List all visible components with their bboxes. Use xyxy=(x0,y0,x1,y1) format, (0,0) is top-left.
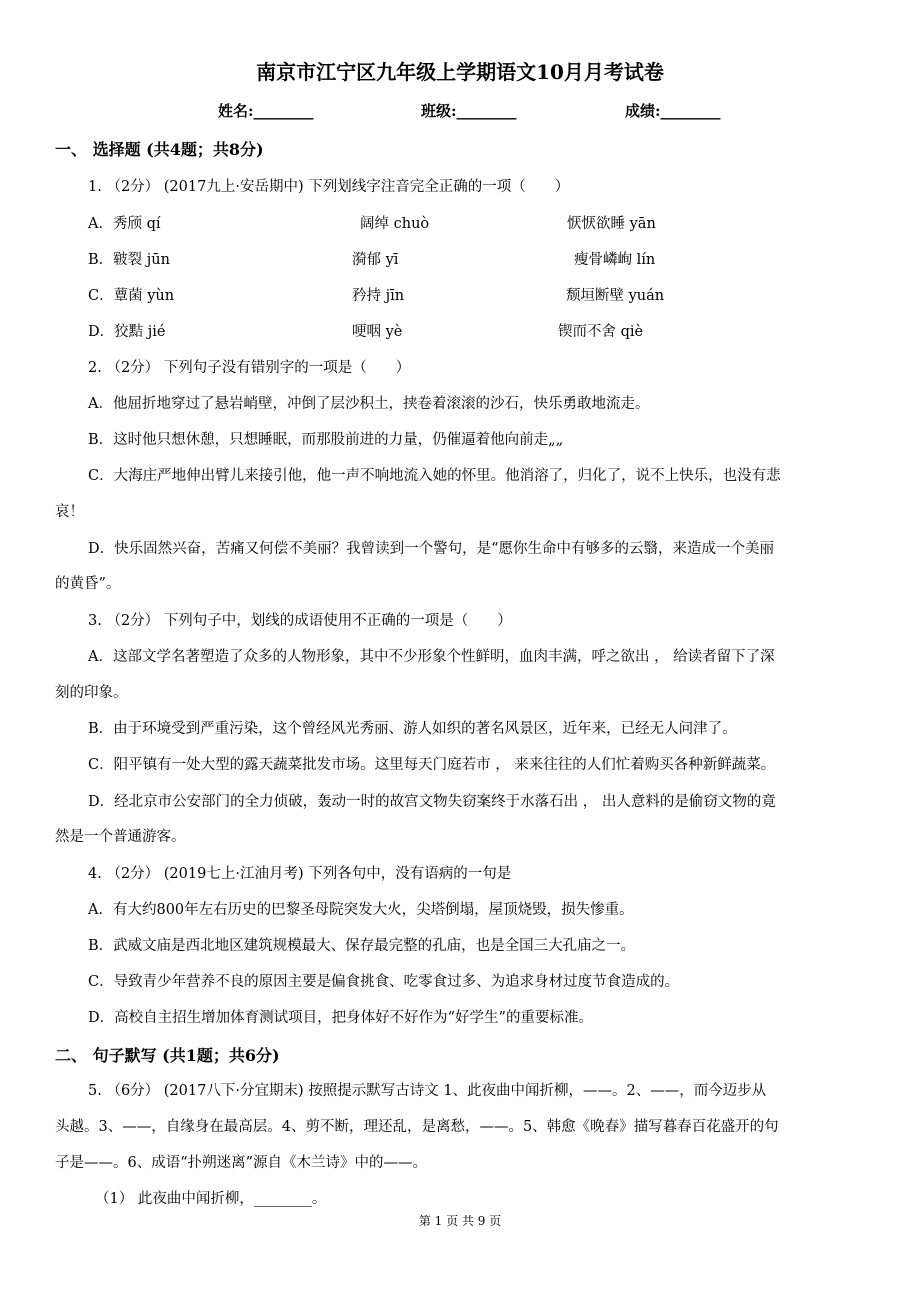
q1-option-c-word2: 矜持 jīn xyxy=(352,288,405,304)
score-field: 成绩:________ xyxy=(625,102,721,120)
q1-option-d: D．狡黠 jié xyxy=(88,324,166,340)
class-field: 班级:________ xyxy=(421,102,517,120)
q1-option-b-word2: 漪郁 yī xyxy=(352,252,399,268)
q1-option-d-word2: 哽咽 yè xyxy=(352,324,403,340)
q3-option-a: A．这部文学名著塑造了众多的人物形象，其中不少形象个性鲜明，血肉丰满，呼之欲出 ， 给读者留下了深 xyxy=(88,649,775,665)
q1-option-d-word3: 锲而不舍 qiè xyxy=(558,324,644,340)
q1-option-a-word3: 恹恹欲睡 yān xyxy=(567,216,656,232)
q3-option-b: B．由于环境受到严重污染，这个曾经风光秀丽、游人如织的著名风景区，近年来，已经无人问津了。 xyxy=(88,721,737,737)
q5-stem-line1: 5. （6分） (2017八下·分宜期末) 按照提示默写古诗文 1、此夜曲中闻折柳，——。2、——，而今迈步从 xyxy=(88,1083,767,1099)
page-title: 南京市江宁区九年级上学期语文10月月考试卷 xyxy=(256,60,664,84)
q1-option-c: C．蕈菌 yùn xyxy=(88,288,175,304)
q3-option-a-cont: 刻的印象。 xyxy=(55,685,128,701)
q3-option-c: C．阳平镇有一处大型的露天蔬菜批发市场。这里每天门庭若市 ， 来来往往的人们忙着购买各种新鲜蔬菜。 xyxy=(88,757,776,773)
q2-option-b: B．这时他只想休憩，只想睡眠，而那股前进的力量，仍催逼着他向前走„„ xyxy=(88,432,564,448)
q4-option-c: C．导致青少年营养不良的原因主要是偏食挑食、吃零食过多、为追求身材过度节食造成的。 xyxy=(88,974,680,990)
q2-option-c: C．大海庄严地伸出臂儿来接引他，他一声不响地流入她的怀里。他消溶了，归化了，说不上快乐，也没有悲 xyxy=(88,468,781,484)
q4-option-b: B．武威文庙是西北地区建筑规模最大、保存最完整的孔庙，也是全国三大孔庙之一。 xyxy=(88,938,636,954)
name-field: 姓名:________ xyxy=(218,102,314,120)
page-footer: 第 1 页 共 9 页 xyxy=(418,1214,502,1228)
q1-stem: 1. （2分） (2017九上·安岳期中) 下列划线字注音完全正确的一项（ ） xyxy=(88,179,570,195)
q2-option-d-cont: 的黄昏”。 xyxy=(55,576,121,592)
q5-stem-line3: 子是——。6、成语“扑朔迷离”源自《木兰诗》中的——。 xyxy=(55,1155,428,1171)
q5-subquestion-1: （1） 此夜曲中闻折柳，________。 xyxy=(95,1191,327,1207)
q4-option-d: D．高校自主招生增加体育测试项目，把身体好不好作为“好学生”的重要标准。 xyxy=(88,1010,593,1026)
q2-stem: 2. （2分） 下列句子没有错别字的一项是（ ） xyxy=(88,360,411,376)
q1-option-b: B．皲裂 jūn xyxy=(88,252,170,268)
q5-stem-line2: 头越。3、——，自缘身在最高层。4、剪不断，理还乱，是离愁，——。5、韩愈《晚春》描写暮春百花盛开的句 xyxy=(55,1119,779,1135)
q2-option-a: A．他屈折地穿过了悬岩峭壁，冲倒了层沙积土，挟卷着滚滚的沙石，快乐勇敢地流走。 xyxy=(88,396,650,412)
q1-option-a-word2: 阔绰 chuò xyxy=(360,216,430,232)
q4-stem: 4. （2分） (2019七上·江油月考) 下列各句中，没有语病的一句是 xyxy=(88,866,512,882)
q3-option-d: D．经北京市公安部门的全力侦破，轰动一时的故宫文物失窃案终于水落石出 ， 出人意料的是偷窃文物的竟 xyxy=(88,794,776,810)
q4-option-a: A．有大约800年左右历史的巴黎圣母院突发大火，尖塔倒塌，屋顶烧毁，损失惨重。 xyxy=(88,902,634,918)
q1-option-a: A．秀颀 qí xyxy=(88,216,161,232)
section-heading-1: 一、 选择题 (共4题；共8分) xyxy=(55,140,264,159)
section-heading-2: 二、 句子默写 (共1题；共6分) xyxy=(55,1046,280,1065)
q2-option-d: D．快乐固然兴奋，苦痛又何偿不美丽？我曾读到一个警句，是“愿你生命中有够多的云翳，来造成一个美丽 xyxy=(88,541,775,557)
q3-stem: 3. （2分） 下列句子中，划线的成语使用不正确的一项是（ ） xyxy=(88,613,512,629)
q1-option-b-word3: 瘦骨嶙峋 lín xyxy=(574,252,656,268)
q2-option-c-cont: 哀！ xyxy=(55,504,84,520)
q1-option-c-word3: 颓垣断壁 yuán xyxy=(566,288,665,304)
q3-option-d-cont: 然是一个普通游客。 xyxy=(55,829,186,845)
